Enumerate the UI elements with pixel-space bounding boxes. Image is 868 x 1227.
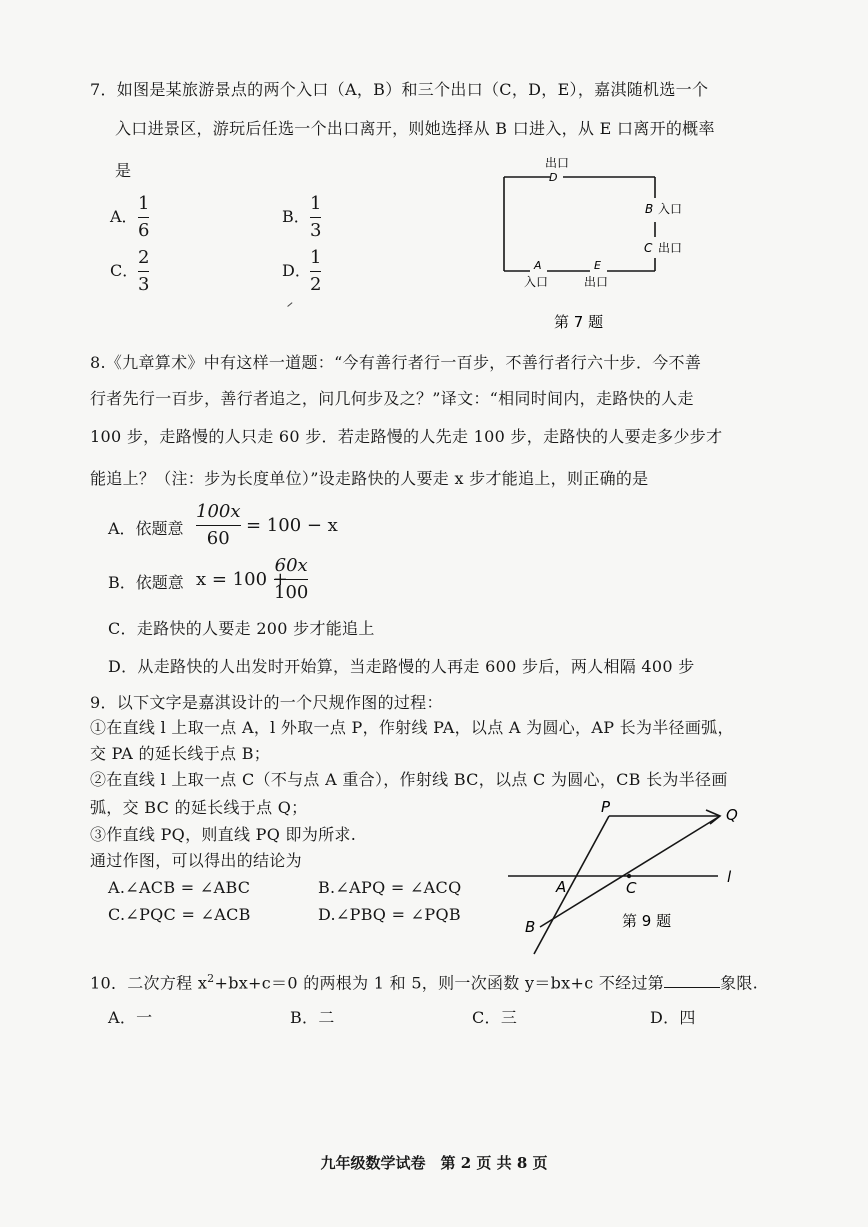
q9-line-1: 9．以下文字是嘉淇设计的一个尺规作图的过程：	[90, 693, 443, 712]
fig9-caption: 第 9 题	[622, 912, 672, 930]
q8-option-d: D．从走路快的人出发时开始算，当走路慢的人再走 600 步后，两人相隔 400 步	[108, 657, 695, 676]
q10-exponent: 2	[207, 972, 215, 985]
fig7-label-e-exit: 出口	[584, 275, 609, 289]
fraction-bar	[138, 217, 149, 218]
q9-line-2: ①在直线 l 上取一点 A，l 外取一点 P，作射线 PA，以点 A 为圆心，AP 长为半径画弧，	[90, 718, 734, 737]
fig7-label-b-entrance: 入口	[658, 202, 683, 216]
fig9-arrow-q	[706, 810, 720, 824]
q7-option-a-label: A．	[110, 207, 138, 226]
page-footer: 九年级数学试卷 第 2 页 共 8 页	[320, 1154, 548, 1172]
q9-option-d: D.∠PBQ = ∠PQB	[318, 905, 461, 924]
q10-stem-c: 象限.	[720, 973, 759, 993]
q7-option-c-numerator: 2	[138, 247, 150, 268]
q7-option-d-denominator: 2	[310, 274, 322, 295]
fig9-label-b: B	[525, 918, 536, 936]
fig7-label-b: B	[645, 202, 654, 216]
q8-option-b-denominator: 100	[274, 582, 309, 603]
q10-option-b: B．二	[290, 1008, 335, 1027]
q7-option-b-fraction	[310, 192, 321, 243]
q10-stem	[90, 968, 758, 994]
q10-stem-b: +bx+c＝0 的两根为 1 和 5，则一次函数 y＝bx+c 不经过第	[214, 973, 665, 993]
q7-option-b-denominator: 3	[310, 220, 322, 241]
fig7-label-d: D	[549, 171, 558, 184]
q10-stem-a: 10．二次方程 x	[90, 973, 208, 993]
q8-option-b-numerator: 60x	[274, 555, 308, 576]
q9-line-7: 通过作图，可以得出的结论为	[90, 851, 302, 870]
q9-option-a: A.∠ACB = ∠ABC	[108, 878, 251, 897]
q9-line-3: 交 PA 的延长线于点 B；	[90, 744, 271, 763]
fig7-label-e: E	[594, 259, 601, 272]
q8-line-1: 8.《九章算术》中有这样一道题：“今有善行者行一百步，不善行者行六十步．今不善	[90, 353, 702, 372]
q9-line-5: 弧，交 BC 的延长线于点 Q；	[90, 798, 308, 817]
fig7-label-c-exit: 出口	[658, 241, 683, 255]
q8-option-a-rhs: = 100 − x	[246, 515, 338, 536]
stray-mark	[287, 302, 292, 307]
q7-option-c-denominator: 3	[138, 274, 150, 295]
q8-option-b-fraction	[274, 554, 308, 605]
q10-option-c: C．三	[472, 1008, 518, 1027]
q7-line-2: 入口进景区，游玩后任选一个出口离开，则她选择从 B 口进入，从 E 口离开的概率	[115, 119, 715, 138]
fig9-label-l: l	[727, 868, 732, 886]
q8-line-3: 100 步，走路慢的人只走 60 步．若走路慢的人先走 100 步，走路快的人要走多少步才	[90, 427, 723, 446]
q8-option-a-fraction	[196, 500, 241, 551]
fraction-bar	[196, 525, 241, 526]
q7-option-a-numerator: 1	[138, 193, 150, 214]
fig9-label-c: C	[626, 879, 637, 897]
q7-option-a-denominator: 6	[138, 220, 150, 241]
q9-line-4: ②在直线 l 上取一点 C（不与点 A 重合），作射线 BC，以点 C 为圆心，CB 长为半径画	[90, 770, 728, 789]
q7-option-b-numerator: 1	[310, 193, 322, 214]
q7-option-c-fraction	[138, 246, 149, 297]
q10-option-a: A．一	[108, 1008, 153, 1027]
q10-answer-blank	[664, 971, 720, 988]
q7-option-b-label: B．	[282, 207, 310, 226]
q8-option-a-label: A．依题意	[108, 519, 184, 538]
fraction-bar	[310, 217, 321, 218]
fraction-bar	[138, 271, 149, 272]
fig9-label-p: P	[601, 798, 611, 816]
q7-option-a-fraction	[138, 192, 149, 243]
q8-line-4: 能追上？（注：步为长度单位）”设走路快的人要走 x 步才能追上，则正确的是	[90, 469, 649, 488]
q7-option-c-label: C．	[110, 261, 139, 280]
q8-option-b-label: B．依题意	[108, 573, 184, 592]
q7-option-d-label: D．	[282, 261, 311, 280]
fig9-point-c	[627, 874, 631, 878]
q8-option-b-lhs: x = 100 +	[196, 569, 288, 590]
q7-line-1: 7．如图是某旅游景点的两个入口（A，B）和三个出口（C，D，E），嘉淇随机选一个	[90, 80, 709, 99]
q7-option-d-numerator: 1	[310, 247, 322, 268]
q8-option-a-numerator: 100x	[196, 501, 241, 522]
fig7-label-a-entrance: 入口	[524, 275, 549, 289]
q8-option-c: C．走路快的人要走 200 步才能追上	[108, 619, 375, 638]
fig9-label-a: A	[556, 878, 567, 896]
fig7-label-c: C	[644, 241, 653, 255]
fig7-label-a: A	[534, 259, 542, 272]
fig9-ray-bc	[540, 816, 720, 927]
q7-option-d-fraction	[310, 246, 321, 297]
q9-line-6: ③作直线 PQ，则直线 PQ 即为所求.	[90, 825, 357, 844]
fraction-bar	[310, 271, 321, 272]
q9-option-c: C.∠PQC = ∠ACB	[108, 905, 251, 924]
fig7-caption: 第 7 题	[554, 313, 604, 331]
q8-option-a-denominator: 60	[206, 528, 230, 549]
fraction-bar	[274, 579, 308, 580]
q7-figure	[490, 150, 710, 340]
fig7-top-exit-label: 出口	[545, 156, 570, 170]
q9-figure	[500, 796, 750, 962]
q9-option-b: B.∠APQ = ∠ACQ	[318, 878, 462, 897]
fig9-label-q: Q	[726, 806, 738, 824]
fig9-ray-pa	[534, 816, 609, 954]
q7-line-3: 是	[115, 161, 132, 180]
q8-line-2: 行者先行一百步，善行者追之，问几何步及之？”译文：“相同时间内，走路快的人走	[90, 389, 694, 408]
q10-option-d: D．四	[650, 1008, 696, 1027]
